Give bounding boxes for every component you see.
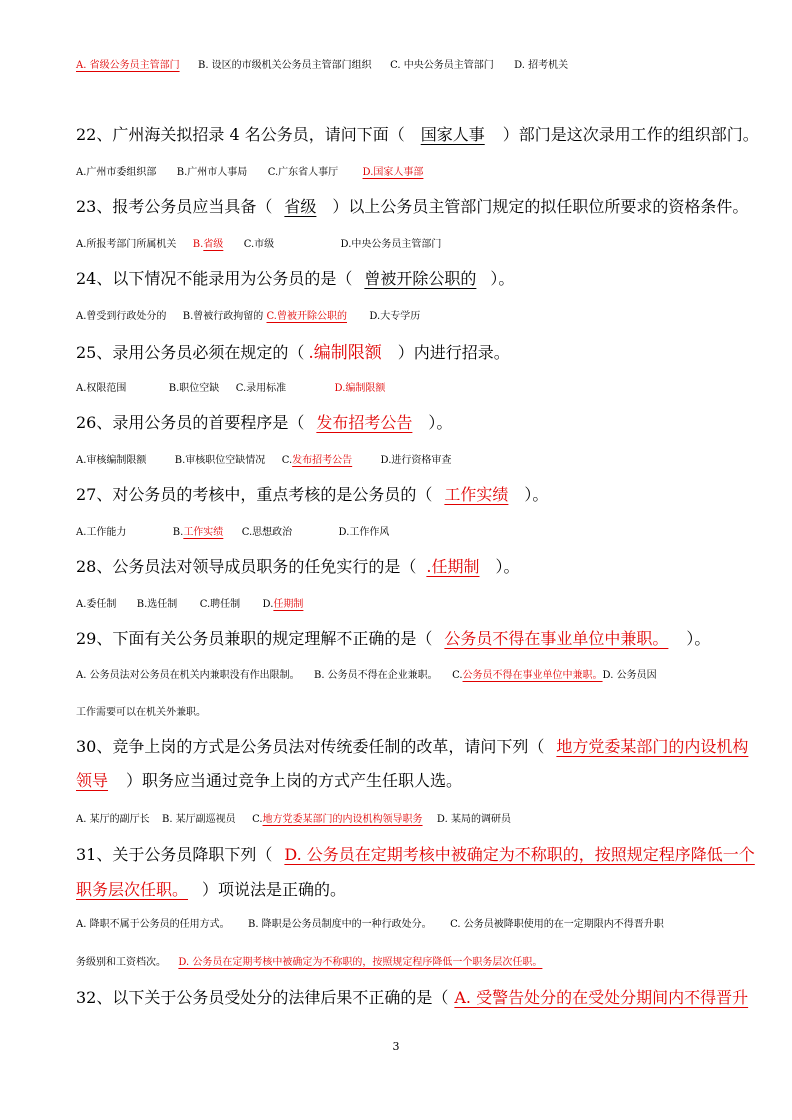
q31-stem-end: ）项说法是正确的。	[202, 880, 347, 899]
q24-stem-end: ）。	[490, 269, 515, 288]
q30-answer-line1: 地方党委某部门的内设机构	[556, 737, 749, 756]
q21-option-c: C. 中央公务员主管部门	[390, 60, 494, 71]
q31-options-cont	[76, 953, 542, 968]
q21-option-d: D. 招考机关	[514, 60, 569, 71]
q24-answer: 曾被开除公职的	[364, 269, 477, 288]
q23-stem-start: 23、报考公务员应当具备（	[76, 197, 273, 216]
q22-stem-start: 22、广州海关拟招录 4 名公务员，请问下面（	[76, 125, 405, 144]
q28-question	[76, 554, 519, 577]
q28-option-d-label: D.	[262, 599, 274, 610]
q31-option-b: B. 降职是公务员制度中的一种行政处分。	[247, 919, 432, 930]
q26-options	[76, 451, 451, 466]
q23-answer: 省级	[284, 197, 317, 216]
q29-option-d-cont: 工作需要可以在机关外兼职。	[76, 707, 206, 718]
q22-option-a: A.广州市委组织部	[76, 167, 157, 178]
q30-options	[76, 810, 511, 825]
q25-option-b: B.职位空缺	[168, 383, 220, 394]
q26-question	[76, 410, 452, 433]
q31-option-c: C. 公务员被降职使用的在一定期限内不得晋升职	[450, 919, 664, 930]
q26-option-a: A.审核编制限额	[76, 455, 147, 466]
q27-answer: 工作实绩	[444, 485, 509, 504]
q28-stem-start: 28、公务员法对领导成员职务的任免实行的是（	[76, 557, 417, 576]
q23-option-b-label: B.	[192, 239, 204, 250]
q29-question	[76, 626, 710, 649]
q29-stem-end: ）。	[686, 629, 711, 648]
q22-option-b: B.广州市人事局	[176, 167, 248, 178]
q27-option-b: 工作实绩	[183, 527, 224, 538]
q25-answer: .编制限额	[308, 343, 382, 363]
q23-stem-end: ）以上公务员主管部门规定的拟任职位所要求的资格条件。	[332, 197, 749, 216]
q28-stem-end: ）。	[495, 557, 520, 576]
q22-option-d: D.国家人事部	[362, 167, 424, 178]
q27-stem-end: ）。	[524, 485, 549, 504]
q26-option-b: B.审核职位空缺情况	[174, 455, 266, 466]
q32-answer: A. 受警告处分的在受处分期间内不得晋升	[454, 988, 749, 1007]
q30-stem-start: 30、竞争上岗的方式是公务员法对传统委任制的改革，请问下列（	[76, 737, 545, 756]
q30-answer-line2: 领导	[76, 771, 109, 790]
q21-options	[76, 56, 568, 71]
q26-stem-start: 26、录用公务员的首要程序是（	[76, 413, 305, 432]
q24-stem-start: 24、以下情况不能录用为公务员的是（	[76, 269, 353, 288]
q26-option-c-label: C.	[281, 455, 293, 466]
q29-option-b: B. 公务员不得在企业兼职。	[313, 670, 438, 681]
q28-option-a: A.委任制	[76, 599, 117, 610]
q27-question	[76, 482, 548, 505]
q27-option-c: C.思想政治	[241, 527, 293, 538]
q29-options	[76, 666, 657, 681]
q22-answer: 国家人事	[420, 125, 485, 144]
q27-options	[76, 523, 389, 538]
q22-question	[76, 122, 759, 145]
q25-stem-end: ）内进行招录。	[397, 343, 510, 362]
q24-option-c: C.曾被开除公职的	[266, 311, 347, 322]
q31-option-d: D. 公务员在定期考核中被确定为不称职的，按照规定程序降低一个职务层次任职。	[178, 957, 543, 968]
q29-option-a: A. 公务员法对公务员在机关内兼职没有作出限制。	[76, 670, 300, 681]
q30-option-a: A. 某厅的副厅长	[76, 814, 150, 825]
q31-stem-start: 31、关于公务员降职下列（	[76, 845, 273, 864]
q30-option-c-label: C.	[252, 814, 263, 825]
q25-option-d: D.编制限额	[334, 383, 386, 394]
q29-stem-start: 29、下面有关公务员兼职的规定理解不正确的是（	[76, 629, 433, 648]
q23-question	[76, 194, 748, 217]
q30-question	[76, 734, 748, 757]
q23-option-b: 省级	[203, 239, 224, 250]
q29-options-cont	[76, 703, 206, 718]
q25-option-c: C.录用标准	[235, 383, 287, 394]
q26-option-d: D.进行资格审查	[380, 455, 452, 466]
q21-option-b: B. 设区的市级机关公务员主管部门组织	[197, 60, 372, 71]
q29-option-c: 公务员不得在事业单位中兼职。	[462, 670, 603, 681]
q23-option-c: C.市级	[243, 239, 275, 250]
q26-stem-end: ）。	[428, 413, 453, 432]
q22-option-c: C.广东省人事厅	[267, 167, 339, 178]
q30-option-b: B. 某厅副巡视员	[161, 814, 236, 825]
q24-question	[76, 266, 514, 289]
q29-option-d: D. 公务员因	[602, 670, 657, 681]
q28-option-c: C.聘任制	[199, 599, 241, 610]
q25-option-a: A.权限范围	[76, 383, 127, 394]
q24-option-b: B.曾被行政拘留的	[182, 311, 264, 322]
q24-option-a: A.曾受到行政处分的	[76, 311, 167, 322]
q31-question	[76, 842, 755, 865]
q31-option-c-cont: 务级别和工资档次。	[76, 957, 166, 968]
q22-options	[76, 163, 423, 178]
q22-stem-end: ）部门是这次录用工作的组织部门。	[502, 125, 759, 144]
q31-answer-line1: D. 公务员在定期考核中被确定为不称职的，按照规定程序降低一个	[284, 845, 755, 864]
q25-stem-start: 25、录用公务员必须在规定的（	[76, 343, 305, 362]
q31-option-a: A. 降职不属于公务员的任用方式。	[76, 919, 230, 930]
q23-options	[76, 235, 441, 250]
q30-stem-end: ）职务应当通过竞争上岗的方式产生任职人选。	[126, 771, 463, 790]
q23-option-a: A.所报考部门所属机关	[76, 239, 177, 250]
q23-option-d: D.中央公务员主管部门	[340, 239, 442, 250]
q31-options	[76, 915, 664, 930]
q21-option-a: A. 省级公务员主管部门	[76, 60, 180, 71]
q28-option-d: 任期制	[273, 599, 304, 610]
q24-options	[76, 307, 420, 322]
q26-answer: 发布招考公告	[316, 413, 413, 432]
q28-option-b: B.选任制	[136, 599, 178, 610]
q30-option-c: 地方党委某部门的内设机构领导职务	[262, 814, 423, 825]
page-number: 3	[392, 1040, 400, 1053]
q25-question	[76, 338, 510, 363]
q32-stem-start: 32、以下关于公务员受处分的法律后果不正确的是（	[76, 988, 449, 1007]
q27-stem-start: 27、对公务员的考核中，重点考核的是公务员的（	[76, 485, 433, 504]
q27-option-b-label: B.	[172, 527, 184, 538]
q31-answer-line2: 职务层次任职。	[76, 880, 189, 899]
q32-question	[76, 985, 748, 1008]
q26-option-c: 发布招考公告	[292, 455, 353, 466]
q29-answer: 公务员不得在事业单位中兼职。	[444, 629, 669, 648]
q31-question-cont	[76, 877, 346, 900]
q27-option-d: D.工作作风	[338, 527, 390, 538]
q24-option-d: D.大专学历	[369, 311, 421, 322]
q28-options	[76, 595, 303, 610]
q29-option-c-label: C.	[452, 670, 463, 681]
q25-options	[76, 379, 385, 394]
q30-question-cont	[76, 768, 462, 791]
q30-option-d: D. 某局的调研员	[436, 814, 511, 825]
q28-answer: .任期制	[426, 557, 480, 576]
q27-option-a: A.工作能力	[76, 527, 127, 538]
